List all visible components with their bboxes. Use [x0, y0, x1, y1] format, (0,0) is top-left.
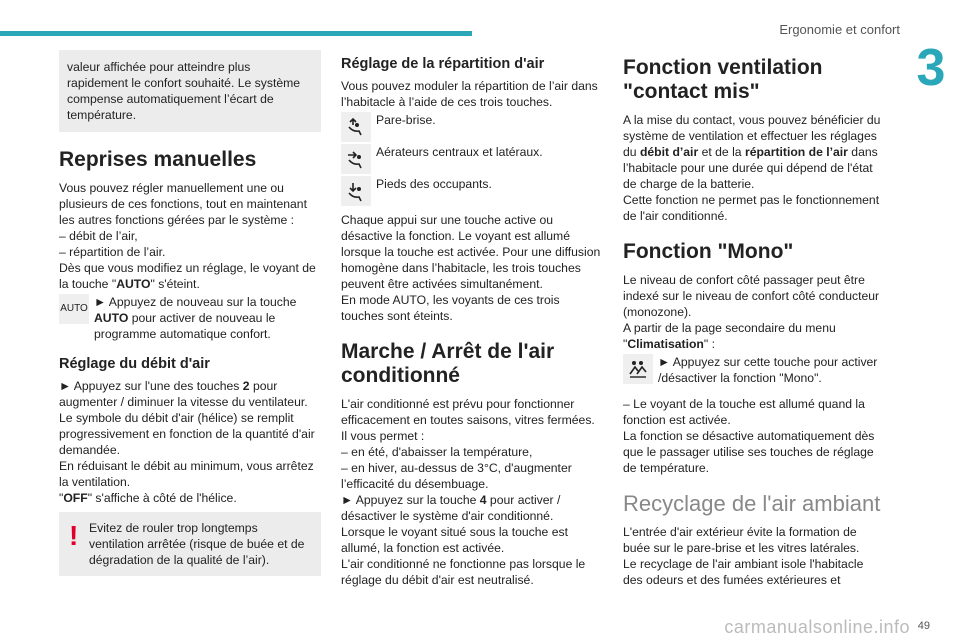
list-item: – en hiver, au-dessus de 3°C, d'augmenter l’efficacité du désembuage.	[341, 461, 572, 491]
auto-button-icon: AUTO	[59, 294, 89, 324]
heading-marche: Marche / Arrêt de l'air conditionné	[341, 340, 555, 387]
paragraph: ► Appuyez sur la touche 4 pour activer / désactiver le système d'air conditionné.	[341, 493, 561, 523]
mono-button-icon	[623, 354, 653, 384]
paragraph: A partir de la page secondaire du menu "Climatisation" :	[623, 321, 836, 351]
paragraph: La fonction se désactive automatiquement dès que le passager utilise ses touches de réglage de température.	[623, 429, 875, 475]
paragraph: L'air conditionné est prévu pour fonctionner efficacement en toutes saisons, vitres fermées.	[341, 397, 595, 427]
paragraph: Cette fonction ne permet pas le fonctionnement de l'air conditionné.	[623, 193, 880, 223]
paragraph: Vous pouvez moduler la répartition de l’air dans l’habitacle à l’aide de ces trois touches.	[341, 79, 598, 109]
paragraph: Chaque appui sur une touche active ou désactive la fonction. Le voyant est allumé lorsque la touche est activée. Pour une diffusion homogène dans l’habitacle, les trois touches peuvent être activées simultanément.	[341, 213, 601, 291]
paragraph: Dès que vous modifiez un réglage, le voyant de la touche "AUTO" s'éteint.	[59, 261, 316, 291]
column-middle	[341, 50, 603, 588]
header-accent-bar	[0, 31, 472, 36]
paragraph: En réduisant le débit au minimum, vous arrêtez la ventilation.	[59, 459, 314, 489]
list-item: – en été, d'abaisser la température,	[341, 445, 533, 459]
central-vents-airflow-icon	[341, 144, 371, 174]
paragraph: L'entrée d'air extérieur évite la formation de buée sur le pare-brise et les vitres latérales.	[623, 525, 860, 555]
list-item: – débit de l’air,	[59, 229, 138, 243]
option-label: Aérateurs centraux et latéraux.	[376, 145, 543, 159]
paragraph: L'air conditionné ne fonctionne pas lorsque le réglage du débit d'air est neutralisé.	[341, 557, 586, 587]
warning-text: Evitez de rouler trop longtemps ventilation arrêtée (risque de buée et de dégradation de la qualité de l’air).	[89, 521, 305, 567]
warning-box	[59, 512, 321, 576]
chapter-number: 3	[902, 38, 960, 98]
paragraph: A la mise du contact, vous pouvez bénéficier du système de ventilation et effectuer les réglages du débit d’air et de la répartition de l’air dans l’habitacle pour une durée qui dépend de l'état de charge de la batterie.	[623, 113, 881, 191]
distribution-option	[341, 144, 603, 174]
step-text: ► Appuyez de nouveau sur la touche AUTO pour activer de nouveau le programme automatique confort.	[94, 295, 297, 341]
step-text: ► Appuyez sur cette touche pour activer /désactiver la fonction "Mono".	[658, 355, 878, 385]
warning-icon: !	[69, 520, 79, 551]
paragraph: "OFF" s'affiche à côté de l'hélice.	[59, 491, 237, 505]
auto-step	[59, 294, 321, 342]
mono-step	[623, 354, 885, 386]
section-title: Ergonomie et confort	[779, 22, 900, 37]
paragraph: – Le voyant de la touche est allumé quand la fonction est activée.	[623, 397, 865, 427]
distribution-option	[341, 176, 603, 206]
paragraph: Lorsque le voyant situé sous la touche est allumé, la fonction est activée.	[341, 525, 568, 555]
heading-recyclage: Recyclage de l'air ambiant	[623, 491, 881, 516]
option-label: Pieds des occupants.	[376, 177, 492, 191]
paragraph: Le symbole du débit d'air (hélice) se remplit progressivement en fonction de la quantité d'air demandée.	[59, 411, 315, 457]
list-item: – répartition de l’air.	[59, 245, 166, 259]
info-box-text: valeur affichée pour atteindre plus rapidement le confort souhaité. Le système compense automatiquement l’écart de température.	[67, 60, 301, 122]
info-box	[59, 50, 321, 132]
option-label: Pare-brise.	[376, 113, 436, 127]
column-left	[59, 50, 321, 576]
heading-debit: Réglage du débit d'air	[59, 356, 210, 372]
paragraph: ► Appuyez sur l'une des touches 2 pour augmenter / diminuer la vitesse du ventilateur.	[59, 379, 308, 409]
heading-reprises: Reprises manuelles	[59, 148, 257, 171]
paragraph: Il vous permet :	[341, 429, 425, 443]
paragraph: Le niveau de confort côté passager peut être indexé sur le niveau de confort côté conducteur (monozone).	[623, 273, 880, 319]
distribution-option	[341, 112, 603, 142]
feet-airflow-icon	[341, 176, 371, 206]
windscreen-airflow-icon	[341, 112, 371, 142]
column-right	[623, 50, 885, 588]
paragraph: En mode AUTO, les voyants de ces trois touches sont éteints.	[341, 293, 560, 323]
paragraph: Le recyclage de l'air ambiant isole l'habitacle des odeurs et des fumées extérieures et	[623, 557, 864, 587]
heading-repartition: Réglage de la répartition d'air	[341, 56, 545, 72]
heading-ventilation: Fonction ventilation "contact mis"	[623, 56, 823, 103]
paragraph: Vous pouvez régler manuellement une ou plusieurs de ces fonctions, tout en maintenant les autres fonctions gérées par le système :	[59, 181, 307, 227]
heading-mono: Fonction "Mono"	[623, 240, 794, 263]
watermark: carmanualsonline.info	[724, 617, 910, 637]
page-number: 49	[917, 620, 930, 632]
